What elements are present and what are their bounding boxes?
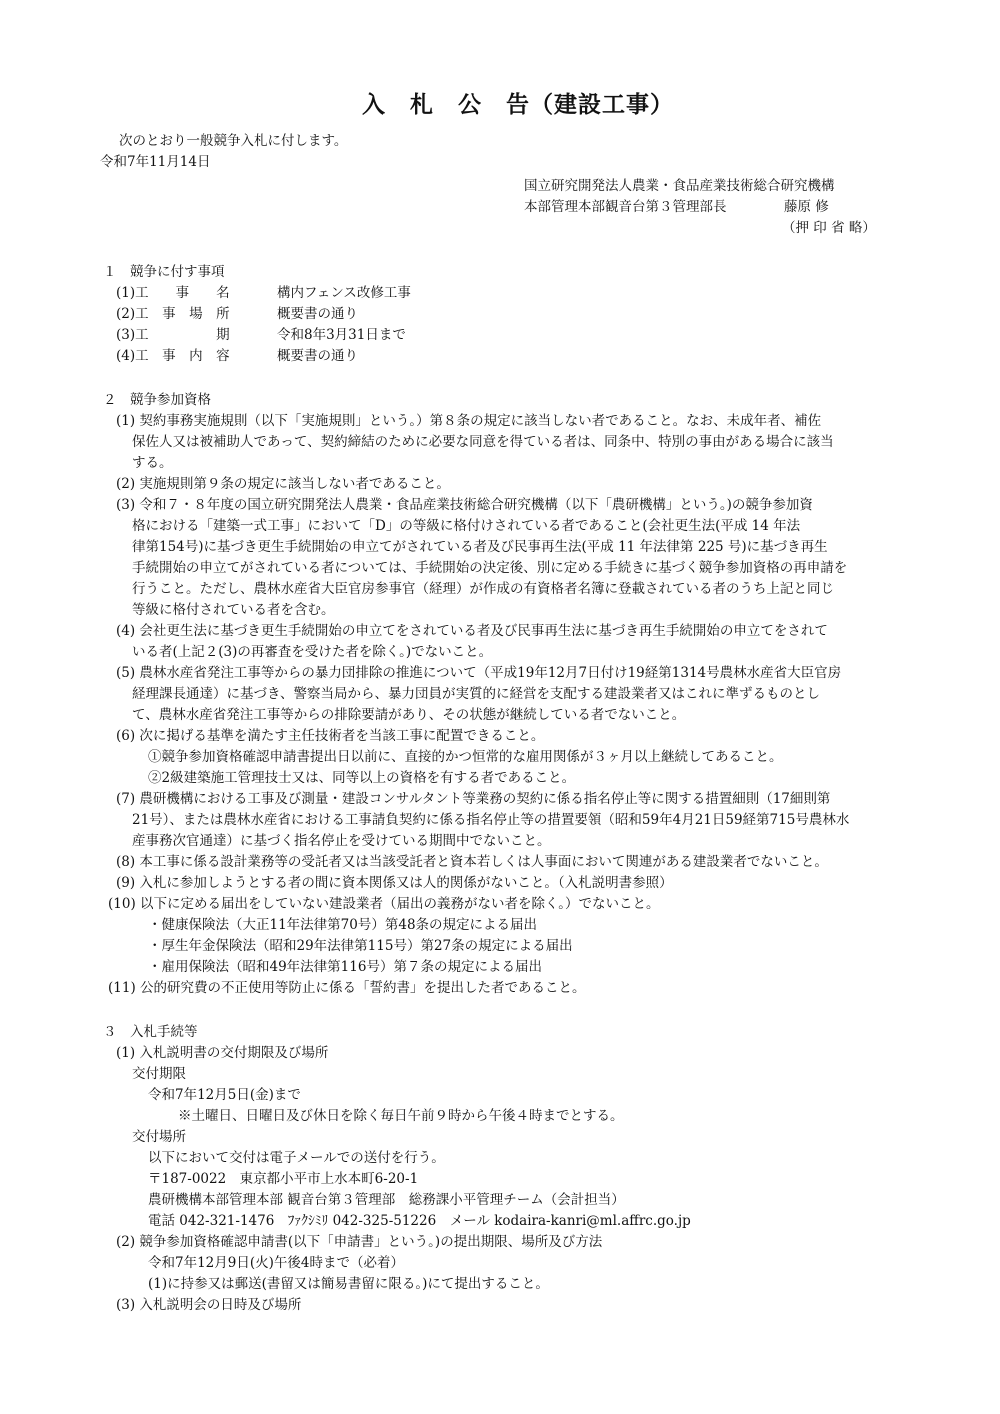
paragraph-line: 電話 042-321-1476 ﾌｧｸｼﾐﾘ 042-325-51226 メール kodaira-kanri@ml.affrc.go.jp xyxy=(148,1213,691,1229)
item-value: 令和8年3月31日まで xyxy=(277,327,406,343)
paragraph-line: (2) 実施規則第９条の規定に該当しない者であること。 xyxy=(116,476,450,492)
item-value: 構内フェンス改修工事 xyxy=(277,285,411,301)
paragraph-line: (3) 令和７・８年度の国立研究開発法人農業・食品産業技術総合研究機構（以下「農研機構」という。)の競争参加資 xyxy=(116,497,813,513)
paragraph-line: ※土曜日、日曜日及び休日を除く毎日午前９時から午後４時までとする。 xyxy=(178,1108,624,1124)
paragraph-line: 交付場所 xyxy=(132,1129,186,1145)
item-label: (4)工 事 内 容 xyxy=(116,348,230,364)
paragraph-line: て、農林水産省発注工事等からの排除要請があり、その状態が継続している者でないこと。 xyxy=(132,707,686,723)
paragraph-line: ・健康保険法（大正11年法律第70号）第48条の規定による届出 xyxy=(148,917,538,933)
paragraph-line: (9) 入札に参加しようとする者の間に資本関係又は人的関係がないこと。（入札説明書参照） xyxy=(116,875,673,891)
paragraph-line: 農研機構本部管理本部 観音台第３管理部 総務課小平管理チーム（会計担当） xyxy=(148,1192,625,1208)
paragraph-line: (10) 以下に定める届出をしていない建設業者（届出の義務がない者を除く。）でないこと。 xyxy=(108,896,660,912)
paragraph-line: 律第154号)に基づき更生手続開始の申立てがされている者及び民事再生法(平成 11 年法律第 225 号)に基づき再生 xyxy=(132,539,828,555)
paragraph-line: 手続開始の申立てがされている者については、手続開始の決定後、別に定める手続きに基づく競争参加資格の再申請を xyxy=(132,560,848,576)
paragraph-line: (1) 契約事務実施規則（以下「実施規則」という。）第８条の規定に該当しない者であること。なお、未成年者、補佐 xyxy=(116,413,822,429)
paragraph-line: 21号）、または農林水産省における工事請負契約に係る指名停止等の措置要領（昭和59年4月21日59経第715号農林水 xyxy=(132,812,850,828)
paragraph-line: いる者(上記２(3)の再審査を受けた者を除く。)でないこと。 xyxy=(132,644,493,660)
paragraph-line: ・厚生年金保険法（昭和29年法律第115号）第27条の規定による届出 xyxy=(148,938,573,954)
paragraph-line: する。 xyxy=(132,455,173,471)
paragraph-line: (3) 入札説明会の日時及び場所 xyxy=(116,1297,302,1313)
issuer-position: 本部管理本部観音台第３管理部長 xyxy=(524,199,727,215)
paragraph-line: 行うこと。ただし、農林水産省大臣官房参事官（経理）が作成の有資格者名簿に登載されている者のうち上記と同じ xyxy=(132,581,834,597)
paragraph-line: 等級に格付されている者を含む。 xyxy=(132,602,335,618)
paragraph-line: ②2級建築施工管理技士又は、同等以上の資格を有する者であること。 xyxy=(148,770,576,786)
paragraph-line: 経理課長通達）に基づき、警察当局から、暴力団員が実質的に経営を支配する建設業者又はこれに準ずるものとし xyxy=(132,686,820,702)
section-heading: ３ 入札手続等 xyxy=(103,1024,198,1040)
section-heading: １ 競争に付す事項 xyxy=(103,264,225,280)
paragraph-line: 保佐人又は被補助人であって、契約締結のために必要な同意を得ている者は、同条中、特別の事由がある場合に該当 xyxy=(132,434,834,450)
paragraph-line: (1)に持参又は郵送(書留又は簡易書留に限る。)にて提出すること。 xyxy=(148,1276,549,1292)
item-label: (3)工 期 xyxy=(116,327,230,343)
paragraph-line: 令和7年12月9日(火)午後4時まで（必着） xyxy=(148,1255,404,1271)
paragraph-line: (11) 公的研究費の不正使用等防止に係る「誓約書」を提出した者であること。 xyxy=(108,980,586,996)
notice-date: 令和7年11月14日 xyxy=(100,154,211,170)
item-value: 概要書の通り xyxy=(277,306,358,322)
paragraph-line: 交付期限 xyxy=(132,1066,186,1082)
paragraph-line: 産事務次官通達）に基づく指名停止を受けている期間中でないこと。 xyxy=(132,833,551,849)
paragraph-line: (1) 入札説明書の交付期限及び場所 xyxy=(116,1045,329,1061)
paragraph-line: ①競争参加資格確認申請書提出日以前に、直接的かつ恒常的な雇用関係が３ヶ月以上継続してあること。 xyxy=(148,749,783,765)
paragraph-line: (8) 本工事に係る設計業務等の受託者又は当該受託者と資本若しくは人事面において関連がある建設業者でないこと。 xyxy=(116,854,828,870)
paragraph-line: ・雇用保険法（昭和49年法律第116号）第７条の規定による届出 xyxy=(148,959,542,975)
paragraph-line: (7) 農研機構における工事及び測量・建設コンサルタント等業務の契約に係る指名停止等に関する措置細則（17細則第 xyxy=(116,791,831,807)
paragraph-line: 〒187-0022 東京都小平市上水本町6-20-1 xyxy=(148,1171,419,1187)
issuer-name: 藤原 修 xyxy=(784,199,829,215)
section-heading: ２ 競争参加資格 xyxy=(103,392,211,408)
paragraph-line: 以下において交付は電子メールでの送付を行う。 xyxy=(148,1150,445,1166)
paragraph-line: 格における「建築一式工事」において「D」の等級に格付けされている者であること(会社更生法(平成 14 年法 xyxy=(132,518,801,534)
seal-omitted-note: （押 印 省 略） xyxy=(782,220,876,236)
item-label: (1)工 事 名 xyxy=(116,285,230,301)
paragraph-line: 令和7年12月5日(金)まで xyxy=(148,1087,301,1103)
paragraph-line: (5) 農林水産省発注工事等からの暴力団排除の推進について（平成19年12月7日付け19経第1314号農林水産省大臣官房 xyxy=(116,665,842,681)
issuer-organization: 国立研究開発法人農業・食品産業技術総合研究機構 xyxy=(524,178,835,194)
paragraph-line: (2) 競争参加資格確認申請書(以下「申請書」という。)の提出期限、場所及び方法 xyxy=(116,1234,603,1250)
document-title: 入 札 公 告（建設工事） xyxy=(362,91,674,118)
paragraph-line: (6) 次に掲げる基準を満たす主任技術者を当該工事に配置できること。 xyxy=(116,728,545,744)
item-label: (2)工 事 場 所 xyxy=(116,306,230,322)
intro-text: 次のとおり一般競争入札に付します。 xyxy=(119,133,348,149)
paragraph-line: (4) 会社更生法に基づき更生手続開始の申立てをされている者及び民事再生法に基づき再生手続開始の申立てをされて xyxy=(116,623,828,639)
item-value: 概要書の通り xyxy=(277,348,358,364)
